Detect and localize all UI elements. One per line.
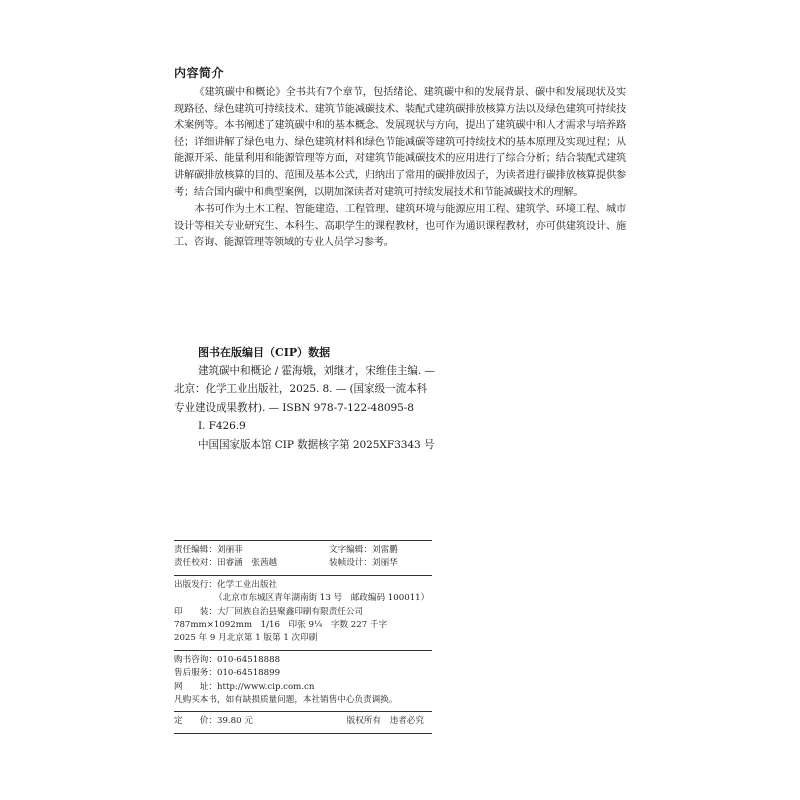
book-specs: 787mm×1092mm 1/16 印张 9¼ 字数 227 千字 [174, 620, 388, 631]
purchase-label: 购书咨询： [174, 654, 217, 665]
intro-paragraph: 《建筑碳中和概论》全书共有7个章节，包括绪论、建筑碳中和的发展背景、碳中和发展现状及实现路径、绿色建筑可持续技术、建筑节能减碳技术、装配式建筑碳排放核算方法以及绿色建筑可持续技术案例等。本书阐述了建筑碳中和的基本概念、发展现状与方向，提出了建筑碳中和人才需求与培养路径；详细讲解了绿色电力、绿色建筑材料和绿色节能减碳等建筑可持续技术的基本原理及实现过程；从能源开采、能量利用和能源管理等方面，对建筑节能减碳技术的应用进行了综合分析；结合装配式建筑讲解碳排放核算的目的、范围及基本公式，归纳出了常用的碳排放因子，为读者进行碳排放核算提供参考；结合国内碳中和典型案例，以期加深读者对建筑可持续发展技术和节能减碳技术的理解。 [174, 87, 626, 198]
edition-info: 2025 年 9 月北京第 1 版第 1 次印刷 [174, 633, 318, 644]
editor-name: 刘丽菲 [216, 545, 243, 555]
cip-title: 图书在版编目（CIP）数据 [198, 346, 331, 359]
cip-line: 建筑碳中和概论 / 霍海娥，刘继才，宋维佳主编. — [198, 365, 435, 377]
contact-block [174, 651, 432, 712]
price-block [174, 712, 432, 732]
replacement-notice: 凡购买本书，如有缺损质量问题，本社销售中心负责调换。 [174, 695, 398, 706]
publisher-label: 出版发行： [174, 579, 217, 590]
printer-name: 大厂回族自治县聚鑫印刷有限责任公司 [216, 606, 364, 617]
purchase-phone: 010-64518888 [216, 654, 281, 665]
price-label: 定 价： [174, 716, 217, 727]
text-editor-label: 文字编辑： [329, 545, 372, 555]
cip-classification: Ⅰ. F426.9 [198, 420, 246, 433]
service-label: 售后服务： [174, 668, 217, 679]
website-url: http://www.cip.com.cn [216, 681, 315, 692]
proofreader-label: 责任校对： [174, 558, 217, 569]
publishing-block [174, 576, 432, 650]
service-phone: 010-64518899 [216, 668, 281, 679]
cip-line: 北京：化学工业出版社，2025. 8. — (国家级一流本科 [174, 383, 427, 396]
intro-paragraph: 本书可作为土木工程、智能建造、工程管理、建筑环境与能源应用工程、建筑学、环境工程、城市设计等相关专业研究生、本科生、高职学生的课程教材，也可作为通识课程教材，亦可供建筑设计、施工、咨询、能源管理等领域的专业人员学习参考。 [174, 204, 626, 249]
designer-name: 刘丽华 [371, 558, 398, 569]
imprint-block [174, 540, 432, 734]
credits-block [174, 541, 432, 575]
text-editor-name: 刘雷鹏 [371, 545, 398, 555]
cip-line: 专业建设成果教材). — ISBN 978-7-122-48095-8 [174, 401, 414, 414]
price-value: 39.80 元 [216, 716, 253, 727]
divider [174, 733, 432, 734]
copyright-notice: 版权所有 违者必究 [346, 716, 424, 727]
printer-label: 印 装： [174, 606, 217, 617]
website-label: 网 址： [174, 681, 217, 692]
intro-heading: 内容简介 [174, 66, 225, 80]
designer-label: 装帧设计： [329, 558, 372, 569]
cip-data-block [174, 344, 474, 454]
proofreader-names: 田睿涵 张茜越 [216, 558, 278, 569]
intro-section [174, 85, 626, 253]
publisher-address: （北京市东城区青年湖南街 13 号 邮政编码 100011） [214, 593, 430, 604]
editor-label: 责任编辑： [174, 545, 217, 555]
publisher-name: 化学工业出版社 [216, 579, 278, 590]
cip-record-number: 中国国家版本馆 CIP 数据核字第 2025XF3343 号 [198, 438, 435, 451]
